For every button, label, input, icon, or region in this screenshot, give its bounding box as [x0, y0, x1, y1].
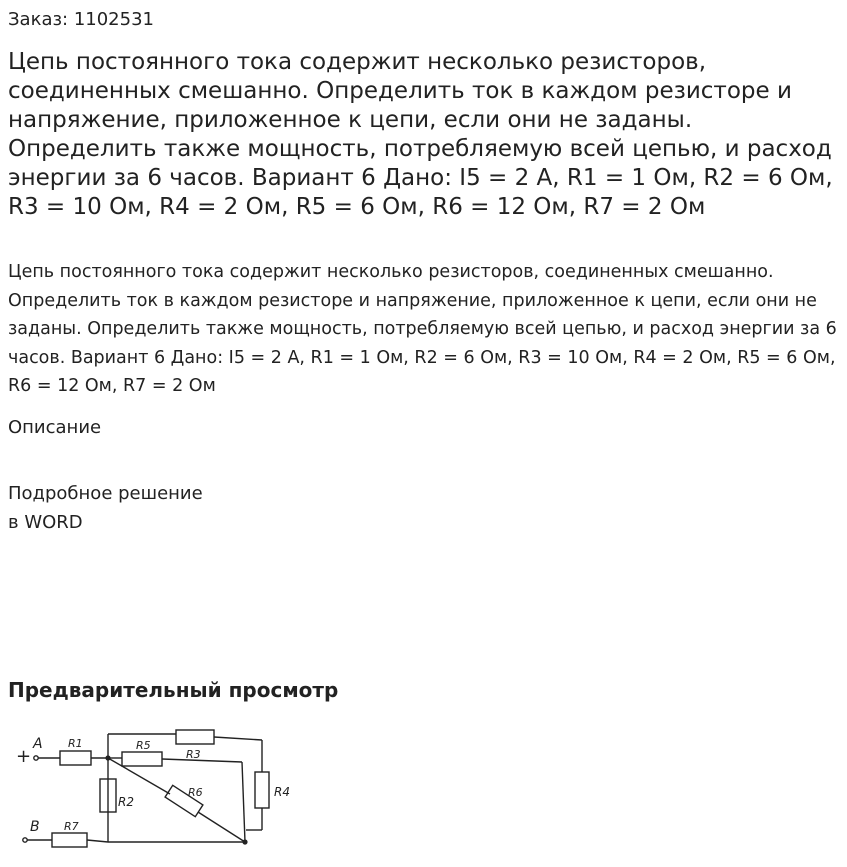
solution-line-2: в WORD	[8, 512, 83, 533]
r2-label: R2	[118, 795, 134, 809]
description-heading: Описание	[8, 417, 102, 438]
node-a-label: A	[33, 736, 43, 752]
order-number: Заказ: 1102531	[8, 9, 154, 30]
page-title: Цепь постоянного тока содержит несколько резисторов, соединенных смешанно. Определить ток в каждом резисторе и напряжение, приложенное к цепи, если они не заданы. Определить также мощность, потребляемую всей цепью, и расход энергии за 6 часов. Вариант 6 Дано: I5 = 2 А, R1 = 1 Ом, R2 = 6 Ом, R3 = 10 Ом, R4 = 2 Ом, R5 = 6 Ом, R6 = 12 Ом, R7 = 2 Ом	[8, 49, 833, 220]
plus-terminal-label: +	[16, 746, 32, 767]
circuit-diagram	[0, 720, 320, 867]
r6-label: R6	[188, 786, 203, 799]
task-description: Цепь постоянного тока содержит несколько резисторов, соединенных смешанно. Определить ток в каждом резисторе и напряжение, приложенное к цепи, если они не заданы. Определить также мощность, потребляемую всей цепью, и расход энергии за 6 часов. Вариант 6 Дано: I5 = 2 А, R1 = 1 Ом, R2 = 6 Ом, R3 = 10 Ом, R4 = 2 Ом, R5 = 6 Ом, R6 = 12 Ом, R7 = 2 Ом	[8, 262, 837, 397]
solution-info	[8, 479, 203, 537]
r4-label: R4	[274, 785, 290, 799]
solution-line-1: Подробное решение	[8, 483, 203, 504]
r1-label: R1	[68, 737, 83, 750]
r5-label: R5	[136, 739, 151, 752]
node-b-label: B	[30, 819, 40, 835]
r3-label: R3	[186, 748, 201, 761]
r7-label: R7	[64, 820, 79, 833]
preview-heading: Предварительный просмотр	[8, 678, 339, 702]
